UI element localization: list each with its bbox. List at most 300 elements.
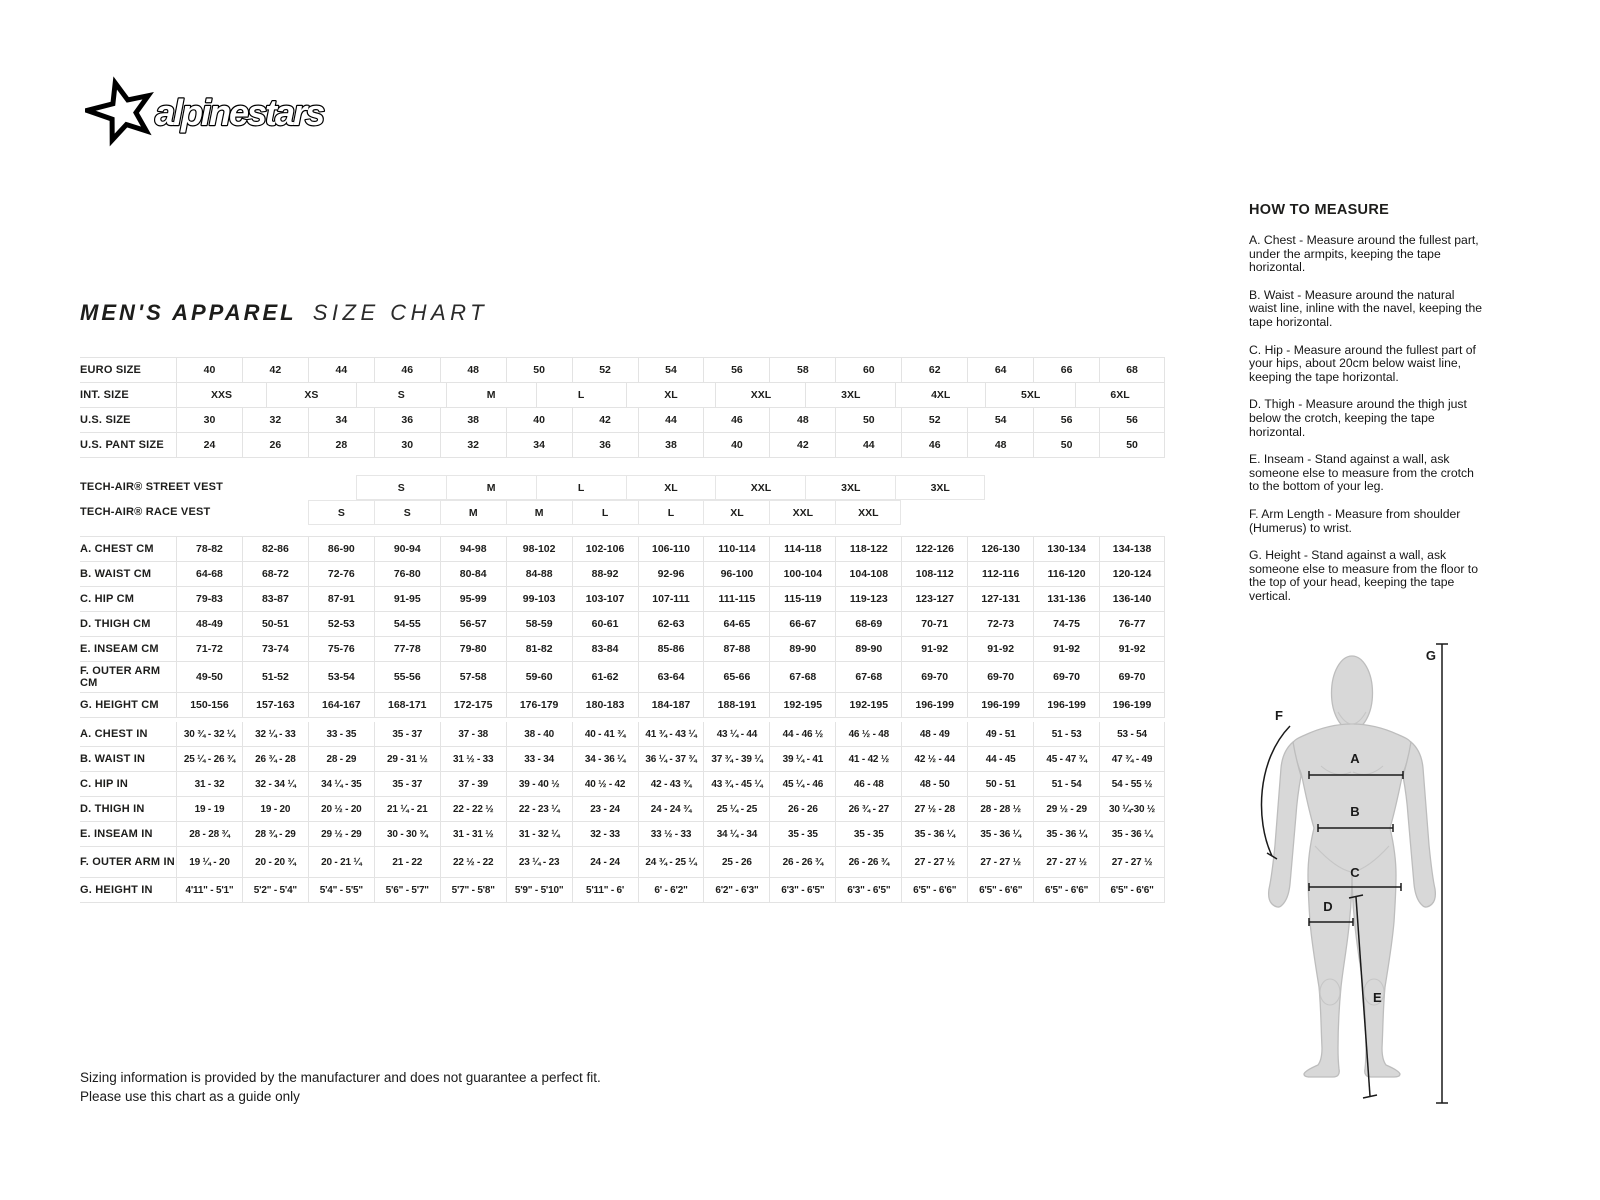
size-cell: 57-58 [440, 662, 506, 692]
size-cell: 196-199 [901, 693, 967, 717]
size-cell: 45 ¼ - 46 [769, 772, 835, 796]
size-cell: 60-61 [572, 612, 638, 636]
row-label: TECH-AIR® STREET VEST [80, 481, 224, 494]
size-cell: 60 [835, 358, 901, 382]
size-cell: 72-73 [967, 612, 1033, 636]
size-cell: 40 - 41 ¾ [572, 722, 638, 746]
size-cell: 49-50 [176, 662, 242, 692]
size-cell: 92-96 [638, 562, 704, 586]
size-cell: 83-84 [572, 637, 638, 661]
size-cell: 87-88 [703, 637, 769, 661]
size-cell: 6'5" - 6'6" [1033, 878, 1099, 902]
size-cell: 42 ½ - 44 [901, 747, 967, 771]
size-cell: 42 [242, 358, 308, 382]
page-title-primary: MEN'S APPAREL [80, 300, 297, 325]
size-cell: 29 ½ - 29 [308, 822, 374, 846]
size-cell: 30 ¼-30 ½ [1099, 797, 1165, 821]
row-cells [176, 562, 1165, 586]
size-cell: 164-167 [308, 693, 374, 717]
size-cell: 67-68 [769, 662, 835, 692]
figure-label-waist: B [1350, 804, 1360, 819]
row-label: E. INSEAM CM [80, 642, 159, 655]
table-row [80, 587, 1165, 612]
size-cell: 43 ¾ - 45 ¼ [703, 772, 769, 796]
size-cell [1033, 500, 1099, 525]
size-cell: 50-51 [242, 612, 308, 636]
size-cell: 56 [703, 358, 769, 382]
size-cell: 44 [308, 358, 374, 382]
size-cell: 26 ¾ - 28 [242, 747, 308, 771]
row-label: EURO SIZE [80, 363, 142, 376]
size-cell: 6'5" - 6'6" [901, 878, 967, 902]
size-cell: 44 - 46 ½ [769, 722, 835, 746]
size-cell: 48 - 49 [901, 722, 967, 746]
table-row [80, 878, 1165, 903]
size-cell: 41 - 42 ½ [835, 747, 901, 771]
size-cell: 69-70 [1099, 662, 1165, 692]
size-cell: 108-112 [901, 562, 967, 586]
size-cell: 27 - 27 ½ [901, 847, 967, 877]
size-cell [901, 500, 967, 525]
size-cell: 46 [901, 433, 967, 457]
row-cells [176, 537, 1165, 561]
row-label: U.S. PANT SIZE [80, 438, 164, 451]
size-cell: 50 [835, 408, 901, 432]
size-cell: 89-90 [835, 637, 901, 661]
size-cell: 51 - 53 [1033, 722, 1099, 746]
size-cell: 25 - 26 [703, 847, 769, 877]
table-row [80, 612, 1165, 637]
table-row [80, 722, 1165, 747]
size-cell: 51-52 [242, 662, 308, 692]
size-cell: L [536, 383, 626, 407]
measure-instruction: F. Arm Length - Measure from shoulder (Humerus) to wrist. [1249, 506, 1461, 535]
size-cell: 38 - 40 [506, 722, 572, 746]
measure-instruction: C. Hip - Measure around the fullest part of your hips, about 20cm below waist line, keeping the tape horizontal. [1249, 342, 1476, 384]
size-cell: 68-69 [835, 612, 901, 636]
size-cell: 19 - 19 [176, 797, 242, 821]
size-cell: 90-94 [374, 537, 440, 561]
size-cell: 27 - 27 ½ [1033, 847, 1099, 877]
size-cell: 3XL [805, 383, 895, 407]
how-to-measure-instructions [1249, 234, 1485, 603]
size-cell: XXL [715, 475, 805, 500]
size-cell: 5'4" - 5'5" [308, 878, 374, 902]
size-cell: 119-123 [835, 587, 901, 611]
size-cell: 26 ¾ - 27 [835, 797, 901, 821]
size-cell: 29 ½ - 29 [1033, 797, 1099, 821]
how-to-measure-panel [1249, 202, 1485, 617]
size-cell: 176-179 [506, 693, 572, 717]
size-cell: 24 ¾ - 25 ¼ [638, 847, 704, 877]
row-label: B. WAIST IN [80, 752, 146, 765]
size-cell: 28 - 28 ½ [967, 797, 1033, 821]
size-cell: 67-68 [835, 662, 901, 692]
size-cell: 6'3" - 6'5" [769, 878, 835, 902]
size-cell: 44 [835, 433, 901, 457]
row-label: D. THIGH IN [80, 802, 145, 815]
size-cell: L [638, 500, 704, 525]
size-cell: 35 - 36 ¼ [967, 822, 1033, 846]
table-row [80, 537, 1165, 562]
table-row [80, 562, 1165, 587]
table-row [80, 797, 1165, 822]
size-cell: 61-62 [572, 662, 638, 692]
size-cell: 157-163 [242, 693, 308, 717]
size-cell: 37 ¾ - 39 ¼ [703, 747, 769, 771]
row-cells [176, 722, 1165, 746]
page-title-secondary: SIZE CHART [312, 300, 489, 325]
row-cells [176, 612, 1165, 636]
size-cell [1099, 500, 1165, 525]
size-cell: 88-92 [572, 562, 638, 586]
row-cells [176, 772, 1165, 796]
size-cell: 54-55 [374, 612, 440, 636]
row-cells [176, 747, 1165, 771]
size-cell: 42 [769, 433, 835, 457]
row-label: F. OUTER ARM IN [80, 855, 175, 868]
figure-right-arm [1403, 742, 1435, 907]
size-cell: 184-187 [638, 693, 704, 717]
figure-label-height: G [1425, 648, 1436, 663]
size-cell: 81-82 [506, 637, 572, 661]
size-cell: 27 - 27 ½ [1099, 847, 1165, 877]
size-cell: 46 [374, 358, 440, 382]
size-cell: 21 ¼ - 21 [374, 797, 440, 821]
size-cell: 27 - 27 ½ [967, 847, 1033, 877]
size-cell: 42 - 43 ¾ [638, 772, 704, 796]
row-label: A. CHEST CM [80, 542, 154, 555]
figure-left-arm [1269, 742, 1301, 907]
size-cell: 52 [572, 358, 638, 382]
size-cell [176, 475, 266, 500]
size-cell: XXS [176, 383, 266, 407]
size-cell: 83-87 [242, 587, 308, 611]
table-row [80, 433, 1165, 458]
table-row [80, 637, 1165, 662]
size-cell: 91-92 [1033, 637, 1099, 661]
size-cell: 91-92 [1099, 637, 1165, 661]
size-cell: 5'7" - 5'8" [440, 878, 506, 902]
size-cell: 196-199 [1033, 693, 1099, 717]
table-row [80, 693, 1165, 718]
size-cell: 30 - 30 ¾ [374, 822, 440, 846]
size-cell: 134-138 [1099, 537, 1165, 561]
disclaimer-line-1: Sizing information is provided by the manufacturer and does not guarantee a perfect fit. [80, 1070, 601, 1085]
size-cell: XXL [715, 383, 805, 407]
size-cell: 84-88 [506, 562, 572, 586]
size-cell: 30 [176, 408, 242, 432]
size-cell: 79-80 [440, 637, 506, 661]
size-cell: L [572, 500, 638, 525]
size-cell: 34 - 36 ¼ [572, 747, 638, 771]
size-cell: XXL [769, 500, 835, 525]
size-cell: 85-86 [638, 637, 704, 661]
size-cell: 73-74 [242, 637, 308, 661]
size-cell: 26 - 26 [769, 797, 835, 821]
figure-head [1332, 656, 1373, 730]
size-cell: 34 ¼ - 34 [703, 822, 769, 846]
size-cell: 65-66 [703, 662, 769, 692]
size-cell: 54 - 55 ½ [1099, 772, 1165, 796]
size-cell: 40 [506, 408, 572, 432]
size-cell: 39 - 40 ½ [506, 772, 572, 796]
size-cell: 59-60 [506, 662, 572, 692]
size-cell: 32 ¼ - 33 [242, 722, 308, 746]
size-cell: XXL [835, 500, 901, 525]
row-label: A. CHEST IN [80, 727, 148, 740]
row-label: C. HIP IN [80, 777, 129, 790]
size-cell: 41 ¾ - 43 ¼ [638, 722, 704, 746]
size-cell: 56 [1033, 408, 1099, 432]
table-row [80, 358, 1165, 383]
size-cell: 40 [703, 433, 769, 457]
size-cell: 39 ¼ - 41 [769, 747, 835, 771]
row-cells [176, 587, 1165, 611]
size-cell: 35 - 35 [835, 822, 901, 846]
size-cell: 5'6" - 5'7" [374, 878, 440, 902]
table-row [80, 408, 1165, 433]
size-cell: 28 ¾ - 29 [242, 822, 308, 846]
size-cell: 48 [967, 433, 1033, 457]
size-cell [242, 500, 308, 525]
row-cells [176, 797, 1165, 821]
size-cell: 112-116 [967, 562, 1033, 586]
size-cell: 6'2" - 6'3" [703, 878, 769, 902]
size-cell: 35 - 36 ¼ [901, 822, 967, 846]
size-cell: 4XL [895, 383, 985, 407]
row-label: C. HIP CM [80, 592, 135, 605]
size-cell: 46 [703, 408, 769, 432]
table-row [80, 500, 1165, 525]
size-cell: 74-75 [1033, 612, 1099, 636]
size-cell: XL [703, 500, 769, 525]
size-cell: 31 ½ - 33 [440, 747, 506, 771]
size-cell: 47 ¾ - 49 [1099, 747, 1165, 771]
row-cells [176, 637, 1165, 661]
size-cell: 35 - 36 ¼ [1099, 822, 1165, 846]
size-cell: 196-199 [1099, 693, 1165, 717]
row-cells [176, 383, 1165, 407]
row-label: F. OUTER ARM CM [80, 664, 161, 689]
size-cell: 56 [1099, 408, 1165, 432]
size-cell: 69-70 [901, 662, 967, 692]
size-cell: 45 - 47 ¾ [1033, 747, 1099, 771]
size-cell: 35 - 35 [769, 822, 835, 846]
row-cells [176, 878, 1165, 902]
size-cell: 50 - 51 [967, 772, 1033, 796]
size-cell: 36 [374, 408, 440, 432]
figure-label-hip: C [1350, 865, 1360, 880]
table-row [80, 475, 1165, 500]
size-cell: 22 ½ - 22 [440, 847, 506, 877]
size-cell: 33 ½ - 33 [638, 822, 704, 846]
size-cell: 72-76 [308, 562, 374, 586]
size-cell: 6XL [1075, 383, 1165, 407]
size-cell: 6'5" - 6'6" [967, 878, 1033, 902]
row-label: E. INSEAM IN [80, 827, 153, 840]
size-cell: 52-53 [308, 612, 374, 636]
size-cell: 28 - 28 ¾ [176, 822, 242, 846]
size-cell: 33 - 34 [506, 747, 572, 771]
disclaimer [80, 1069, 601, 1106]
disclaimer-line-2: Please use this chart as a guide only [80, 1088, 300, 1104]
size-cell: 44 [638, 408, 704, 432]
size-cell: 91-95 [374, 587, 440, 611]
size-cell: 49 - 51 [967, 722, 1033, 746]
row-cells [176, 358, 1165, 382]
size-cell: 4'11" - 5'1" [176, 878, 242, 902]
size-cell: L [536, 475, 626, 500]
size-cell: 66-67 [769, 612, 835, 636]
size-cell [176, 500, 242, 525]
size-cell: 102-106 [572, 537, 638, 561]
size-cell: 69-70 [1033, 662, 1099, 692]
size-cell: 111-115 [703, 587, 769, 611]
size-cell: 24 - 24 [572, 847, 638, 877]
size-cell: 24 [176, 433, 242, 457]
size-cell: M [446, 383, 536, 407]
measurements-in-table [80, 722, 1165, 903]
size-cell: 23 - 24 [572, 797, 638, 821]
size-cell: 19 ¼ - 20 [176, 847, 242, 877]
size-cell: 192-195 [835, 693, 901, 717]
size-cell: 56-57 [440, 612, 506, 636]
table-row [80, 383, 1165, 408]
size-cell: 118-122 [835, 537, 901, 561]
figure-label-chest: A [1350, 751, 1360, 766]
size-cell: 22 - 22 ½ [440, 797, 506, 821]
size-cell: 53-54 [308, 662, 374, 692]
size-cell: 89-90 [769, 637, 835, 661]
size-cell: 5'2" - 5'4" [242, 878, 308, 902]
size-cell: 26 - 26 ¾ [769, 847, 835, 877]
size-cell: 120-124 [1099, 562, 1165, 586]
size-cell: 26 - 26 ¾ [835, 847, 901, 877]
size-cell: S [308, 500, 374, 525]
size-cell: 110-114 [703, 537, 769, 561]
size-cell: 98-102 [506, 537, 572, 561]
size-cell: 94-98 [440, 537, 506, 561]
table-row [80, 847, 1165, 878]
size-cell: 82-86 [242, 537, 308, 561]
size-cell: 150-156 [176, 693, 242, 717]
size-cell: 54 [967, 408, 1033, 432]
how-to-measure-heading: HOW TO MEASURE [1249, 202, 1390, 218]
size-cell: 106-110 [638, 537, 704, 561]
row-label: D. THIGH CM [80, 617, 151, 630]
row-cells [176, 475, 1165, 500]
size-cell: 50 [1033, 433, 1099, 457]
size-cell: 20 - 20 ¾ [242, 847, 308, 877]
table-row [80, 662, 1165, 693]
size-cell: 70-71 [901, 612, 967, 636]
size-cell: 50 [1099, 433, 1165, 457]
size-cell: XL [626, 475, 716, 500]
size-cell: 114-118 [769, 537, 835, 561]
size-cell: 76-80 [374, 562, 440, 586]
size-cell: 30 [374, 433, 440, 457]
size-cell: 122-126 [901, 537, 967, 561]
row-label: G. HEIGHT CM [80, 698, 159, 711]
size-cell: 20 ½ - 20 [308, 797, 374, 821]
size-cell: 32 [440, 433, 506, 457]
size-cell: 48 [440, 358, 506, 382]
size-cell: 58 [769, 358, 835, 382]
size-cell: 6' - 6'2" [638, 878, 704, 902]
size-cell [266, 475, 356, 500]
size-cell: 52 [901, 408, 967, 432]
figure-torso-legs [1293, 724, 1411, 1077]
size-cell: 27 ½ - 28 [901, 797, 967, 821]
size-cell: 87-91 [308, 587, 374, 611]
size-cell: 95-99 [440, 587, 506, 611]
size-cell: 172-175 [440, 693, 506, 717]
size-cell: 62 [901, 358, 967, 382]
size-cell: 180-183 [572, 693, 638, 717]
size-cell: 96-100 [703, 562, 769, 586]
logo-wordmark: alpinestars [155, 92, 324, 133]
size-cell: 22 - 23 ¼ [506, 797, 572, 821]
size-cell: 32 - 34 ¼ [242, 772, 308, 796]
size-cell: 99-103 [506, 587, 572, 611]
row-cells [176, 433, 1165, 457]
size-cell: 32 [242, 408, 308, 432]
size-cell: M [440, 500, 506, 525]
size-cell: 42 [572, 408, 638, 432]
measurements-cm-table [80, 536, 1165, 718]
size-cell: 107-111 [638, 587, 704, 611]
size-cell: 37 - 39 [440, 772, 506, 796]
size-cell: 35 - 37 [374, 772, 440, 796]
size-cell: 44 - 45 [967, 747, 1033, 771]
size-cell: 86-90 [308, 537, 374, 561]
figure-label-arm: F [1275, 708, 1283, 723]
size-cell: 115-119 [769, 587, 835, 611]
table-row [80, 822, 1165, 847]
figure-label-thigh: D [1323, 899, 1333, 914]
size-cell: 71-72 [176, 637, 242, 661]
size-cell: 192-195 [769, 693, 835, 717]
size-cell: 66 [1033, 358, 1099, 382]
row-cells [176, 693, 1165, 717]
size-cell: 5'11" - 6' [572, 878, 638, 902]
size-cell [967, 500, 1033, 525]
measure-instruction: E. Inseam - Stand against a wall, ask someone else to measure from the crotch to the bottom of your leg. [1249, 452, 1474, 494]
size-cell: 28 [308, 433, 374, 457]
size-cell: XL [626, 383, 716, 407]
size-cell: 100-104 [769, 562, 835, 586]
size-cell: 32 - 33 [572, 822, 638, 846]
tech-air-vest-table [80, 475, 1165, 525]
size-cell: 5XL [985, 383, 1075, 407]
size-cell: 5'9" - 5'10" [506, 878, 572, 902]
size-cell: 40 ½ - 42 [572, 772, 638, 796]
size-cell: 51 - 54 [1033, 772, 1099, 796]
row-label: U.S. SIZE [80, 413, 131, 426]
size-cell: 23 ¼ - 23 [506, 847, 572, 877]
size-cell: 103-107 [572, 587, 638, 611]
size-cell: S [374, 500, 440, 525]
size-cell: 46 ½ - 48 [835, 722, 901, 746]
size-cell: 91-92 [967, 637, 1033, 661]
row-label: G. HEIGHT IN [80, 883, 153, 896]
size-cell: 34 [506, 433, 572, 457]
table-row [80, 747, 1165, 772]
measure-instruction: A. Chest - Measure around the fullest part, under the armpits, keeping the tape horizontal. [1249, 233, 1479, 275]
size-cell: 24 - 24 ¾ [638, 797, 704, 821]
table-row [80, 772, 1165, 797]
